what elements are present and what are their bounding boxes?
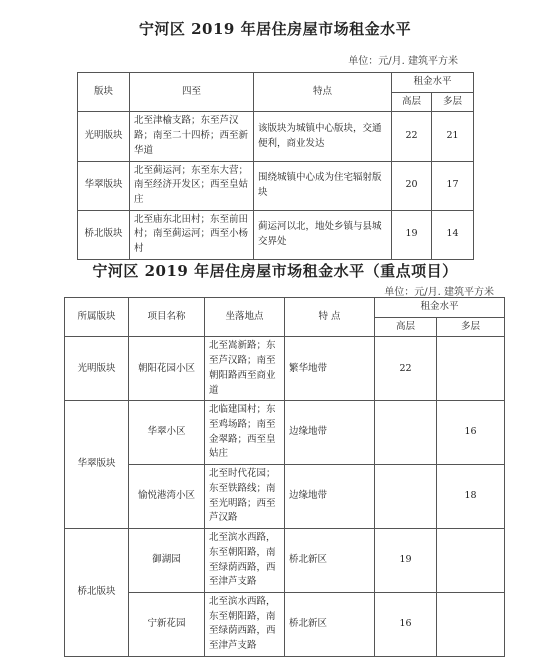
header-multi-storey: 多层: [432, 92, 474, 112]
cell-project: 朝阳花园小区: [129, 337, 205, 401]
cell-multi-storey: [437, 592, 505, 656]
table2-title: 宁河区 2019 年居住房屋市场租金水平（重点项目）: [92, 262, 458, 280]
cell-location: 北至时代花园；东至铁路线；南至光明路；西至芦汉路: [205, 465, 285, 529]
cell-block: 光明版块: [65, 337, 129, 401]
cell-high-rise: [375, 401, 437, 465]
cell-project: 华翠小区: [129, 401, 205, 465]
cell-location: 北临建国村；东至鸡场路；南至金翠路；西至皇姑庄: [205, 401, 285, 465]
cell-location: 北至嵩新路；东至芦汉路；南至朝阳路西至商业道: [205, 337, 285, 401]
cell-block: 光明版块: [78, 112, 130, 161]
cell-bounds: 北至津榆支路；东至芦汉路；南至二十四桥；西至新华道: [130, 112, 254, 161]
cell-location: 北至滨水西路，东至朝阳路，南至绿荫西路，西至津芦支路: [205, 529, 285, 593]
cell-project: 愉悦港湾小区: [129, 465, 205, 529]
table2-unit-label: 单位：元/月. 建筑平方米: [384, 287, 494, 298]
cell-high-rise: 20: [392, 161, 432, 210]
cell-multi-storey: 16: [437, 401, 505, 465]
table1-title: 宁河区 2019 年居住房屋市场租金水平: [138, 20, 412, 38]
cell-block: 华翠版块: [65, 401, 129, 529]
cell-high-rise: 22: [375, 337, 437, 401]
cell-multi-storey: 17: [432, 161, 474, 210]
table-row: [65, 337, 505, 401]
cell-block: 桥北版块: [65, 529, 129, 657]
cell-location: 北至滨水西路，东至朝阳路，南至绿荫西路，西至津芦支路: [205, 592, 285, 656]
header-high-rise: 高层: [375, 317, 437, 337]
header-project: 项目名称: [129, 298, 205, 337]
cell-high-rise: 22: [392, 112, 432, 161]
cell-feature: 边缘地带: [285, 401, 375, 465]
cell-feature: 繁华地带: [285, 337, 375, 401]
cell-feature: 桥北新区: [285, 529, 375, 593]
cell-multi-storey: [437, 337, 505, 401]
table-row: [78, 161, 474, 210]
header-block: 版块: [78, 73, 130, 112]
header-rent-level: 租金水平: [392, 73, 474, 93]
cell-project: 御湖园: [129, 529, 205, 593]
table-row: [78, 112, 474, 161]
cell-feature: 边缘地带: [285, 465, 375, 529]
table-row: [65, 529, 505, 593]
cell-block: 桥北版块: [78, 210, 130, 259]
header-feature: 特 点: [285, 298, 375, 337]
cell-high-rise: 19: [375, 529, 437, 593]
table-row: [65, 592, 505, 656]
table-row: [78, 210, 474, 259]
table1-unit-label: 单位：元/月. 建筑平方米: [348, 56, 458, 67]
table1: [77, 72, 474, 260]
cell-project: 宁新花园: [129, 592, 205, 656]
header-rent-level: 租金水平: [375, 298, 505, 318]
cell-multi-storey: [437, 529, 505, 593]
table-row: [65, 401, 505, 465]
header-multi-storey: 多层: [437, 317, 505, 337]
cell-feature: 蓟运河以北，地处乡镇与县城交界处: [254, 210, 392, 259]
cell-multi-storey: 21: [432, 112, 474, 161]
header-location: 坐落地点: [205, 298, 285, 337]
cell-high-rise: [375, 465, 437, 529]
header-block: 所属版块: [65, 298, 129, 337]
table2: [64, 297, 505, 657]
cell-bounds: 北至蓟运河；东至东大营；南至经济开发区；西至皇姑庄: [130, 161, 254, 210]
cell-feature: 围绕城镇中心成为住宅辐射版块: [254, 161, 392, 210]
header-bounds: 四至: [130, 73, 254, 112]
cell-feature: 该版块为城镇中心版块，交通便利，商业发达: [254, 112, 392, 161]
header-high-rise: 高层: [392, 92, 432, 112]
cell-multi-storey: 14: [432, 210, 474, 259]
cell-high-rise: 19: [392, 210, 432, 259]
cell-feature: 桥北新区: [285, 592, 375, 656]
table-row: [65, 465, 505, 529]
cell-bounds: 北至庙东北田村；东至前田村；南至蓟运河；西至小杨村: [130, 210, 254, 259]
cell-block: 华翠版块: [78, 161, 130, 210]
header-feature: 特点: [254, 73, 392, 112]
cell-high-rise: 16: [375, 592, 437, 656]
cell-multi-storey: 18: [437, 465, 505, 529]
